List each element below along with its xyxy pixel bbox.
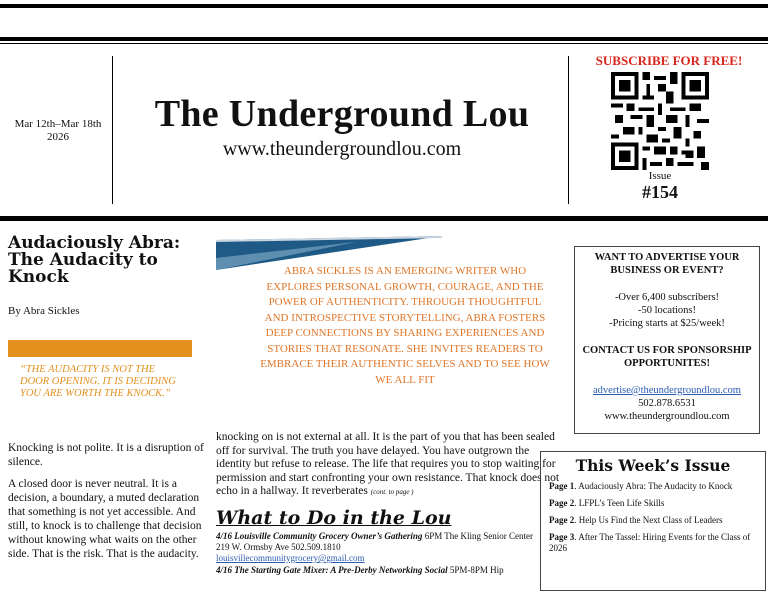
issue-dates: Mar 12th–Mar 18th 2026: [14, 118, 102, 143]
qr-code-icon[interactable]: [609, 72, 711, 170]
advertise-box: [574, 246, 760, 434]
pull-quote: “THE AUDACITY IS NOT THE DOOR OPENING. IT IS DECIDING YOU ARE WORTH THE KNOCK.”: [20, 364, 176, 399]
events-heading: What to Do in the Lou: [216, 507, 452, 529]
author-bio: ABRA SICKLES IS AN EMERGING WRITER WHO EXPLORES PERSONAL GROWTH, COURAGE, AND THE POWER OF AUTHENTICITY. THROUGH THOUGHTFUL AND INTROSPECTIVE STORYTELLING, ABRA FOSTERS DEEP CONNECTIONS BY SHARING EXPERIENCES AND STORIES THAT RESONATE. SHE INVITES READERS TO EMBRACE THEIR AUTHENTIC SELVES AND TO SEE HOW WE ALL FIT: [260, 265, 550, 386]
masthead-top-rule: [0, 37, 768, 41]
subscribe-callout: SUBSCRIBE FOR FREE!: [595, 53, 743, 68]
event-title: 4/16 The Starting Gate Mixer: A Pre-Derby Networking Social: [216, 565, 448, 575]
toc-text: . Audaciously Abra: The Audacity to Knock: [574, 481, 733, 491]
divider: [112, 56, 113, 204]
ad-phone: 502.878.6531: [638, 398, 696, 409]
event-item: [216, 531, 546, 564]
toc-page: Page 3: [549, 532, 575, 542]
event-title: 4/16 Louisville Community Grocery Owner’s Gathering: [216, 531, 423, 541]
toc-text: . After The Tassel: Hiring Events for the Class of 2026: [549, 532, 751, 553]
newspaper-title: The Underground Lou: [154, 93, 530, 135]
toc-text: . Help Us Find the Next Class of Leaders: [574, 515, 723, 525]
accent-bar: [8, 340, 192, 357]
ad-email-link[interactable]: advertise@theundergroundlou.com: [593, 385, 741, 396]
masthead-bottom-rule: [0, 216, 768, 221]
divider: [568, 56, 569, 204]
toc-item[interactable]: [549, 532, 759, 554]
byline: By Abra Sickles: [8, 305, 80, 317]
top-rule: [0, 4, 768, 8]
toc-item[interactable]: [549, 481, 759, 492]
toc-item[interactable]: [549, 498, 759, 509]
this-week-title: This Week’s Issue: [575, 456, 731, 475]
toc-page: Page 2: [549, 498, 575, 508]
site-url[interactable]: www.theundergroundlou.com: [222, 138, 462, 160]
ad-stat: -50 locations!: [637, 305, 697, 316]
ad-heading: WANT TO ADVERTISE YOUR BUSINESS OR EVENT?: [594, 252, 740, 276]
ad-stat: -Over 6,400 subscribers!: [614, 292, 720, 303]
article-title: Audaciously Abra: The Audacity to Knock: [8, 233, 181, 287]
issue-label: Issue: [648, 170, 672, 182]
ad-site[interactable]: www.theundergroundlou.com: [604, 411, 730, 422]
toc-text: . LFPL’s Teen Life Skills: [574, 498, 665, 508]
masthead-top-rule-thin: [0, 43, 768, 44]
event-email-link[interactable]: louisvillecommunitygrocery@gmail.com: [216, 553, 365, 563]
article-paragraph: Knocking is not polite. It is a disruption of silence.: [8, 442, 204, 468]
article-continued: [216, 431, 566, 500]
event-details: 6PM The Kling Senior Center 219 W. Ormsby Ave 502.509.1810: [216, 531, 534, 552]
continued-text: knocking on is not external at all. It is the part of you that has been sealed off for survival. The truth you have delayed. You have outgrown the identity but refuse to release. The life that requires you to stop waiting for permission and start confronting your own resistance. That knock does not echo in a hallway. It reverberates: [216, 431, 560, 497]
toc-item[interactable]: [549, 515, 759, 526]
issue-number: #154: [642, 182, 678, 202]
toc-page: Page 1: [549, 481, 575, 491]
this-week-box: [540, 451, 766, 591]
ad-stat: -Pricing starts at $25/week!: [609, 318, 725, 329]
event-item: [216, 565, 546, 576]
toc-page: Page 2: [549, 515, 575, 525]
ad-contact: CONTACT US FOR SPONSORSHIP OPPORTUNITES!: [582, 345, 752, 369]
article-paragraph: A closed door is never neutral. It is a decision, a boundary, a muted declaration that something is not yet accessible. And still, to knock is to challenge that decision without knowing what waits on the other side. That is the risk. That is the audacity.: [8, 478, 202, 560]
event-details: 5PM-8PM Hip: [447, 565, 504, 575]
continued-note: (cont. to page ): [370, 488, 414, 496]
